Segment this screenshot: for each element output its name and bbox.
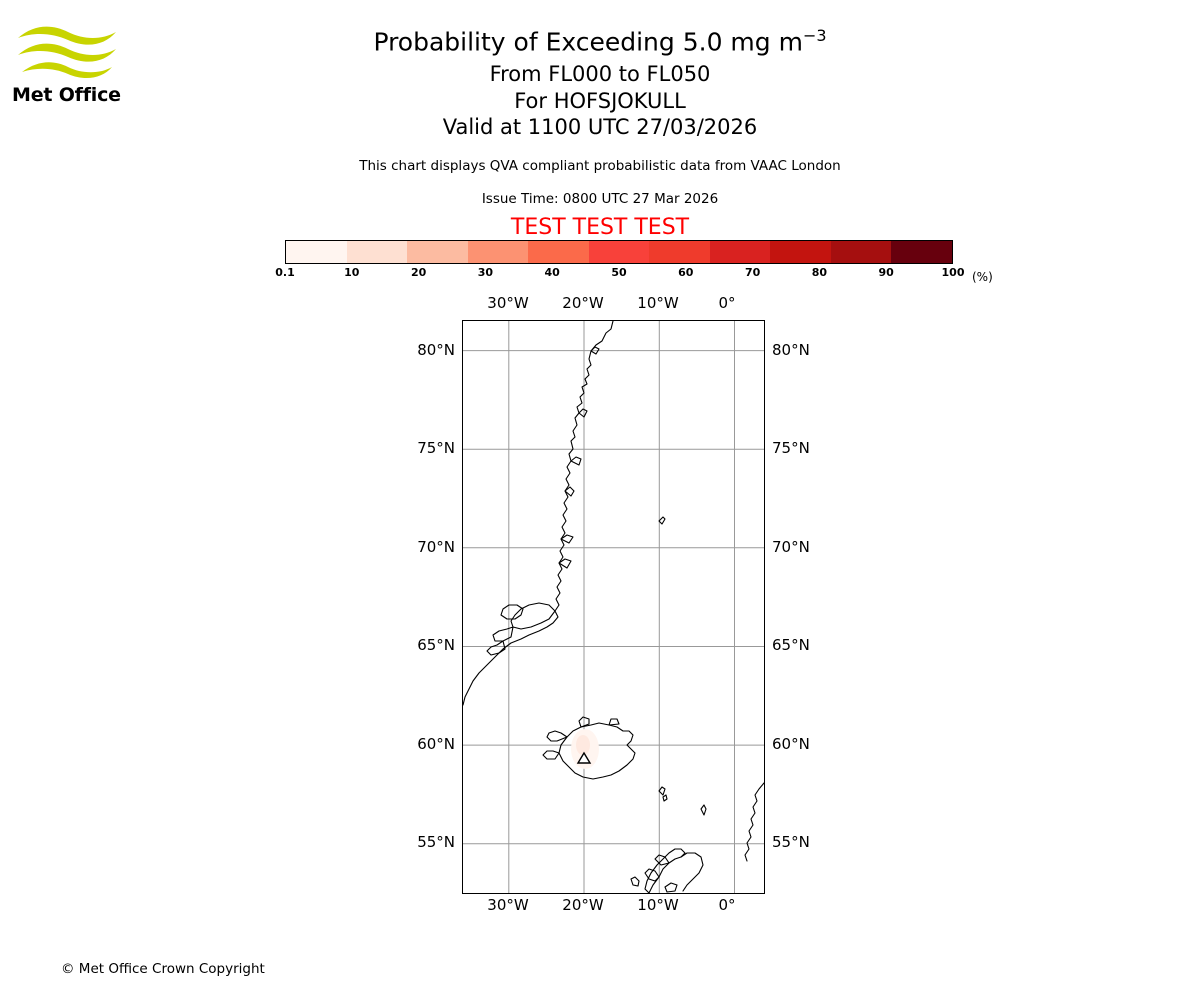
lon-tick-bottom-10W: 10°W bbox=[637, 896, 679, 914]
lat-tick-right-80N: 80°N bbox=[772, 341, 810, 359]
colorbar-tick-60: 60 bbox=[678, 266, 694, 279]
lon-tick-bottom-0: 0° bbox=[718, 896, 736, 914]
lat-tick-left-70N: 70°N bbox=[417, 538, 455, 556]
lon-tick-bottom-30W: 30°W bbox=[487, 896, 529, 914]
colorbar-segment-4 bbox=[528, 241, 589, 263]
valid-time-subtitle: Valid at 1100 UTC 27/03/2026 bbox=[442, 115, 758, 139]
lat-tick-right-55N: 55°N bbox=[772, 833, 810, 851]
qva-note: This chart displays QVA compliant probabilistic data from VAAC London bbox=[359, 158, 841, 174]
page-title-text: Probability of Exceeding 5.0 mg m bbox=[373, 27, 803, 57]
lon-tick-top-0: 0° bbox=[718, 294, 736, 312]
colorbar-segment-5 bbox=[589, 241, 650, 263]
page-title bbox=[0, 26, 1200, 56]
issue-time: Issue Time: 0800 UTC 27 Mar 2026 bbox=[481, 191, 719, 207]
colorbar-segment-10 bbox=[891, 241, 952, 263]
colorbar-tick-70: 70 bbox=[744, 266, 761, 279]
colorbar-gradient bbox=[285, 240, 953, 264]
copyright-notice: © Met Office Crown Copyright bbox=[61, 961, 265, 977]
lat-tick-left-75N: 75°N bbox=[417, 439, 455, 457]
colorbar-units: (%) bbox=[972, 270, 993, 284]
lat-tick-right-60N: 60°N bbox=[772, 735, 810, 753]
colorbar-tick-0.1: 0.1 bbox=[275, 266, 295, 279]
colorbar-tick-90: 90 bbox=[878, 266, 894, 279]
colorbar-segment-6 bbox=[649, 241, 710, 263]
lon-tick-top-10W: 10°W bbox=[637, 294, 679, 312]
lon-tick-top-20W: 20°W bbox=[562, 294, 604, 312]
colorbar-tick-50: 50 bbox=[611, 266, 627, 279]
lat-tick-left-60N: 60°N bbox=[417, 735, 455, 753]
lon-tick-top-30W: 30°W bbox=[487, 294, 529, 312]
colorbar-tick-20: 20 bbox=[410, 266, 427, 279]
colorbar-tick-10: 10 bbox=[344, 266, 360, 279]
lat-tick-right-75N: 75°N bbox=[772, 439, 810, 457]
lat-tick-left-80N: 80°N bbox=[417, 341, 455, 359]
map-svg bbox=[463, 321, 764, 893]
colorbar-tick-100: 100 bbox=[941, 266, 965, 279]
coastlines bbox=[463, 321, 764, 893]
lat-tick-left-55N: 55°N bbox=[417, 833, 455, 851]
page-title-exponent: −3 bbox=[802, 26, 827, 45]
volcano-subtitle: For HOFSJOKULL bbox=[514, 89, 686, 113]
colorbar-tick-40: 40 bbox=[544, 266, 560, 279]
lat-tick-left-65N: 65°N bbox=[417, 636, 455, 654]
colorbar-tick-80: 80 bbox=[811, 266, 828, 279]
colorbar-segment-9 bbox=[831, 241, 892, 263]
colorbar bbox=[275, 240, 965, 279]
colorbar-segment-7 bbox=[710, 241, 771, 263]
met-office-logo-text: Met Office bbox=[12, 84, 121, 106]
colorbar-segment-2 bbox=[407, 241, 468, 263]
lat-tick-right-70N: 70°N bbox=[772, 538, 810, 556]
colorbar-segment-1 bbox=[347, 241, 408, 263]
colorbar-segment-0 bbox=[286, 241, 347, 263]
map-gridlines bbox=[463, 321, 764, 893]
lat-tick-right-65N: 65°N bbox=[772, 636, 810, 654]
colorbar-segment-8 bbox=[770, 241, 831, 263]
map-plot-area bbox=[462, 320, 765, 894]
flight-level-subtitle: From FL000 to FL050 bbox=[489, 62, 711, 86]
colorbar-tick-30: 30 bbox=[477, 266, 494, 279]
test-banner: TEST TEST TEST bbox=[510, 215, 690, 240]
lon-tick-bottom-20W: 20°W bbox=[562, 896, 604, 914]
colorbar-segment-3 bbox=[468, 241, 529, 263]
